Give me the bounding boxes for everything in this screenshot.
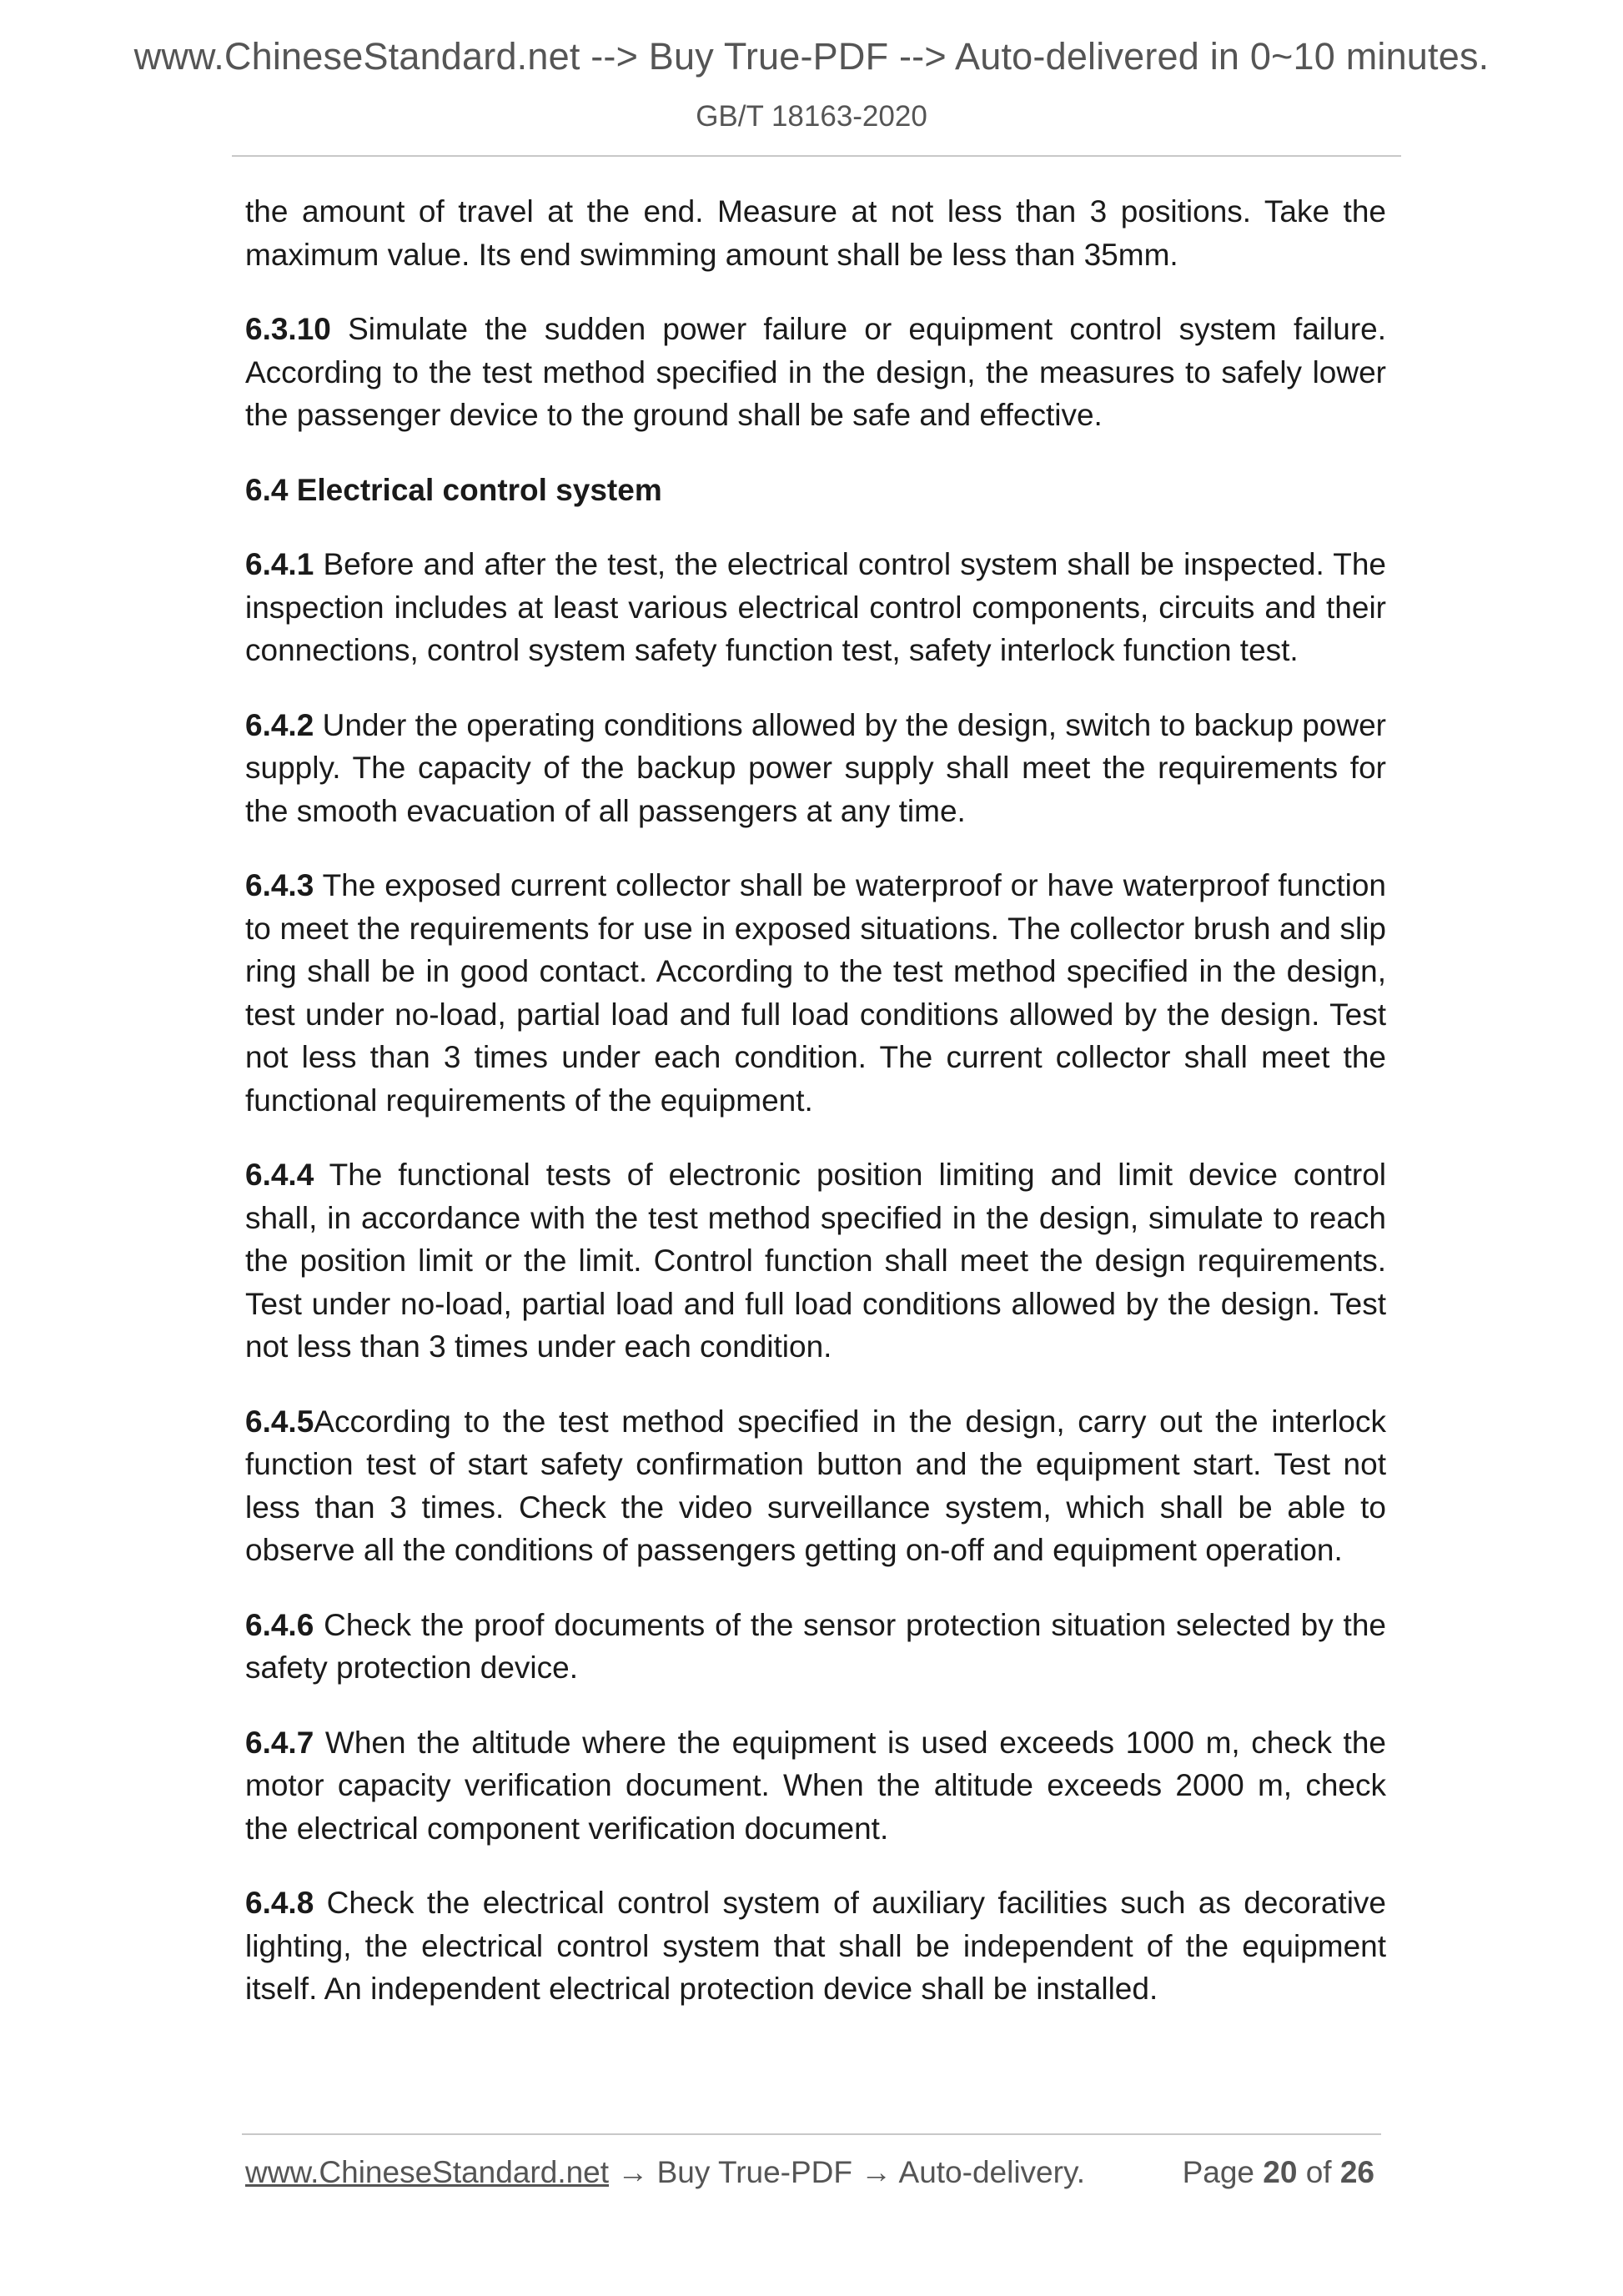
clause-number: 6.4.6	[245, 1607, 314, 1642]
clause-number: 6.4.5	[245, 1404, 314, 1439]
clause-text: According to the test method specified in the design, carry out the interlock function test of start safety confirmation button and the equipment start. Test not less than 3 times. Check the video surveillance system, which shall be able to observe all the conditions of passengers getting on-off and equipment operation.	[245, 1404, 1386, 1567]
page-content	[245, 190, 1386, 2042]
footer-promo-text: → Buy True-PDF → Auto-delivery.	[609, 2155, 1085, 2189]
clause-6-4-2	[245, 704, 1386, 833]
page-current: 20	[1263, 2155, 1298, 2189]
page-label: Page	[1182, 2155, 1254, 2189]
clause-text: Simulate the sudden power failure or equipment control system failure. According to the test method specified in the design, the measures to safely lower the passenger device to the ground shall be safe and effective.	[245, 312, 1386, 432]
clause-number: 6.4.2	[245, 707, 314, 742]
page-indicator	[1183, 2155, 1374, 2190]
clause-text: Check the electrical control system of auxiliary facilities such as decorative lighting, the electrical control system that shall be independent of the equipment itself. An independent electrical protection device shall be installed.	[245, 1886, 1386, 2006]
clause-6-4-6	[245, 1604, 1386, 1690]
clause-6-4-1	[245, 543, 1386, 672]
clause-6-4-7	[245, 1721, 1386, 1851]
clause-number: 6.4.7	[245, 1725, 314, 1760]
clause-6-3-10	[245, 308, 1386, 437]
clause-6-4-8	[245, 1882, 1386, 2011]
paragraph-continued: the amount of travel at the end. Measure at not less than 3 positions. Take the maximum value. Its end swimming amount shall be less than 35mm.	[245, 194, 1386, 272]
footer-site-link[interactable]: www.ChineseStandard.net	[245, 2155, 610, 2189]
footer-promo	[245, 2155, 1085, 2190]
site-banner: www.ChineseStandard.net --> Buy True-PDF --> Auto-delivered in 0~10 minutes.	[133, 35, 1490, 78]
clause-text: The functional tests of electronic position limiting and limit device control shall, in accordance with the test method specified in the design, simulate to reach the position limit or the limit. Control function shall meet the design requirements. Test under no-load, partial load and full load conditions allowed by the design. Test not less than 3 times under each condition.	[245, 1158, 1386, 1364]
clause-text: When the altitude where the equipment is used exceeds 1000 m, check the motor capacity verification document. When the altitude exceeds 2000 m, check the electrical component verification document.	[245, 1725, 1386, 1846]
section-heading: 6.4 Electrical control system	[245, 472, 662, 507]
clause-number: 6.4.3	[245, 868, 314, 902]
clause-6-4-5	[245, 1400, 1386, 1572]
clause-6-4-3	[245, 864, 1386, 1122]
clause-number: 6.3.10	[245, 312, 331, 346]
page-of: of	[1305, 2155, 1332, 2189]
clause-text: The exposed current collector shall be waterproof or have waterproof function to meet the requirements for use in exposed situations. The collector brush and slip ring shall be in good contact. According to the test method specified in the design, test under no-load, partial load and full load conditions allowed by the design. Test not less than 3 times under each condition. The current collector shall meet the functional requirements of the equipment.	[245, 868, 1386, 1118]
clause-text: Check the proof documents of the sensor protection situation selected by the safety protection device.	[245, 1607, 1386, 1685]
clause-text: Before and after the test, the electrical control system shall be inspected. The inspection includes at least various electrical control components, circuits and their connections, control system safety function test, safety interlock function test.	[245, 547, 1386, 667]
document-id: GB/T 18163-2020	[696, 100, 927, 133]
clause-number: 6.4.1	[245, 547, 314, 581]
page-total: 26	[1339, 2155, 1374, 2189]
footer-divider	[242, 2133, 1381, 2135]
clause-6-4-4	[245, 1153, 1386, 1369]
header-divider	[232, 155, 1401, 157]
clause-text: Under the operating conditions allowed by the design, switch to backup power supply. The capacity of the backup power supply shall meet the requirements for the smooth evacuation of all passengers at any time.	[245, 707, 1386, 828]
clause-number: 6.4.8	[245, 1886, 314, 1920]
clause-number: 6.4.4	[245, 1158, 314, 1192]
